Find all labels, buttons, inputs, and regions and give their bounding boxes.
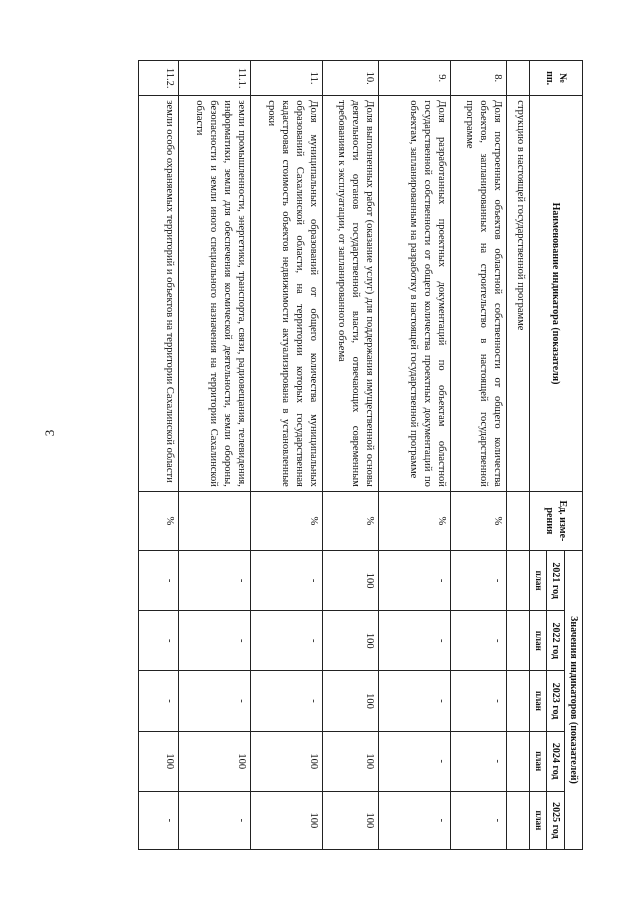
value-cell: - <box>378 551 450 611</box>
indicator-name: земли промышленности, энергетики, транспорта, связи, радиовещания, телевидения, информатики, земли для обеспечения космической деятельности, земли обороны, безопасности и земли иного специального назначения на территории Сахалинской области <box>178 96 250 492</box>
table-row <box>178 61 250 850</box>
value-cell: - <box>138 791 178 849</box>
value-cell: - <box>378 731 450 791</box>
value-cell <box>506 791 529 849</box>
row-number <box>506 61 529 96</box>
value-cell <box>506 551 529 611</box>
value-cell: 100 <box>322 791 378 849</box>
table-row <box>506 61 529 850</box>
value-cell <box>506 731 529 791</box>
value-cell: - <box>178 671 250 731</box>
value-cell: - <box>450 551 506 611</box>
row-number: 11.2. <box>138 61 178 96</box>
row-number: 10. <box>322 61 378 96</box>
header-row-1 <box>564 61 582 850</box>
table-row <box>138 61 178 850</box>
header-plan: план <box>529 791 546 849</box>
indicator-name: Доля разработанных проектных документаций по объектам областной государственной собственности от общего количества проектных документаций по объектам, запланированным на разработку в настоящей государственной программе <box>378 96 450 492</box>
value-cell: 100 <box>178 731 250 791</box>
value-cell: - <box>378 791 450 849</box>
value-cell: 100 <box>322 671 378 731</box>
unit-cell: % <box>250 491 322 550</box>
value-cell <box>506 671 529 731</box>
value-cell: - <box>250 671 322 731</box>
header-unit: Ед. изме-рения <box>529 491 582 550</box>
header-year: 2025 год <box>546 791 564 849</box>
indicators-table <box>138 60 583 850</box>
header-plan: план <box>529 611 546 671</box>
indicator-name: Доля муниципальных образований от общего количества муниципальных образований Сахалинской области, на территории которых государственная кадастровая стоимость объектов недвижимости актуализирована в установленные сроки <box>250 96 322 492</box>
value-cell: - <box>450 791 506 849</box>
header-no: № пп. <box>529 61 582 96</box>
header-year: 2023 год <box>546 671 564 731</box>
value-cell: - <box>378 611 450 671</box>
indicator-name: Доля выполненных работ (оказание услуг) для поддержания имущественной основы деятельности органов государственной власти, отвечающих современным требованиям к эксплуатации, от запланированного объема <box>322 96 378 492</box>
value-cell: - <box>250 551 322 611</box>
value-cell: - <box>450 731 506 791</box>
value-cell: - <box>178 791 250 849</box>
value-cell: 100 <box>250 791 322 849</box>
header-year: 2024 год <box>546 731 564 791</box>
value-cell: - <box>178 551 250 611</box>
row-number: 11.1. <box>178 61 250 96</box>
value-cell: - <box>138 551 178 611</box>
value-cell: 100 <box>250 731 322 791</box>
header-plan: план <box>529 731 546 791</box>
unit-cell: % <box>322 491 378 550</box>
row-number: 9. <box>378 61 450 96</box>
unit-cell: % <box>378 491 450 550</box>
value-cell: 100 <box>322 731 378 791</box>
value-cell: 100 <box>322 551 378 611</box>
indicator-name: земли особо охраняемых территорий и объектов на территории Сахалинской области <box>138 96 178 492</box>
value-cell <box>506 611 529 671</box>
table-row <box>450 61 506 850</box>
indicator-name: струкцию в настоящей государственной программе <box>506 96 529 492</box>
value-cell: - <box>138 611 178 671</box>
unit-cell <box>178 491 250 550</box>
header-year: 2021 год <box>546 551 564 611</box>
value-cell: - <box>250 611 322 671</box>
table-row <box>322 61 378 850</box>
value-cell: - <box>450 671 506 731</box>
header-plan: план <box>529 551 546 611</box>
header-values-group: Значения индикаторов (показателей) <box>564 551 582 850</box>
table-row <box>378 61 450 850</box>
page-number: 3 <box>42 429 57 437</box>
indicator-name: Доля построенных объектов областной собственности от общего количества объектов, запланированных на строительство в настоящей государственной программе <box>450 96 506 492</box>
value-cell: 100 <box>138 731 178 791</box>
unit-cell <box>506 491 529 550</box>
header-name: Наименование индикатора (показателя) <box>529 96 582 492</box>
table-row <box>250 61 322 850</box>
header-year: 2022 год <box>546 611 564 671</box>
value-cell: - <box>450 611 506 671</box>
unit-cell: % <box>450 491 506 550</box>
rotated-table-container <box>88 60 583 850</box>
value-cell: - <box>378 671 450 731</box>
row-number: 8. <box>450 61 506 96</box>
value-cell: - <box>178 611 250 671</box>
value-cell: - <box>138 671 178 731</box>
unit-cell: % <box>138 491 178 550</box>
header-plan: план <box>529 671 546 731</box>
row-number: 11. <box>250 61 322 96</box>
value-cell: 100 <box>322 611 378 671</box>
